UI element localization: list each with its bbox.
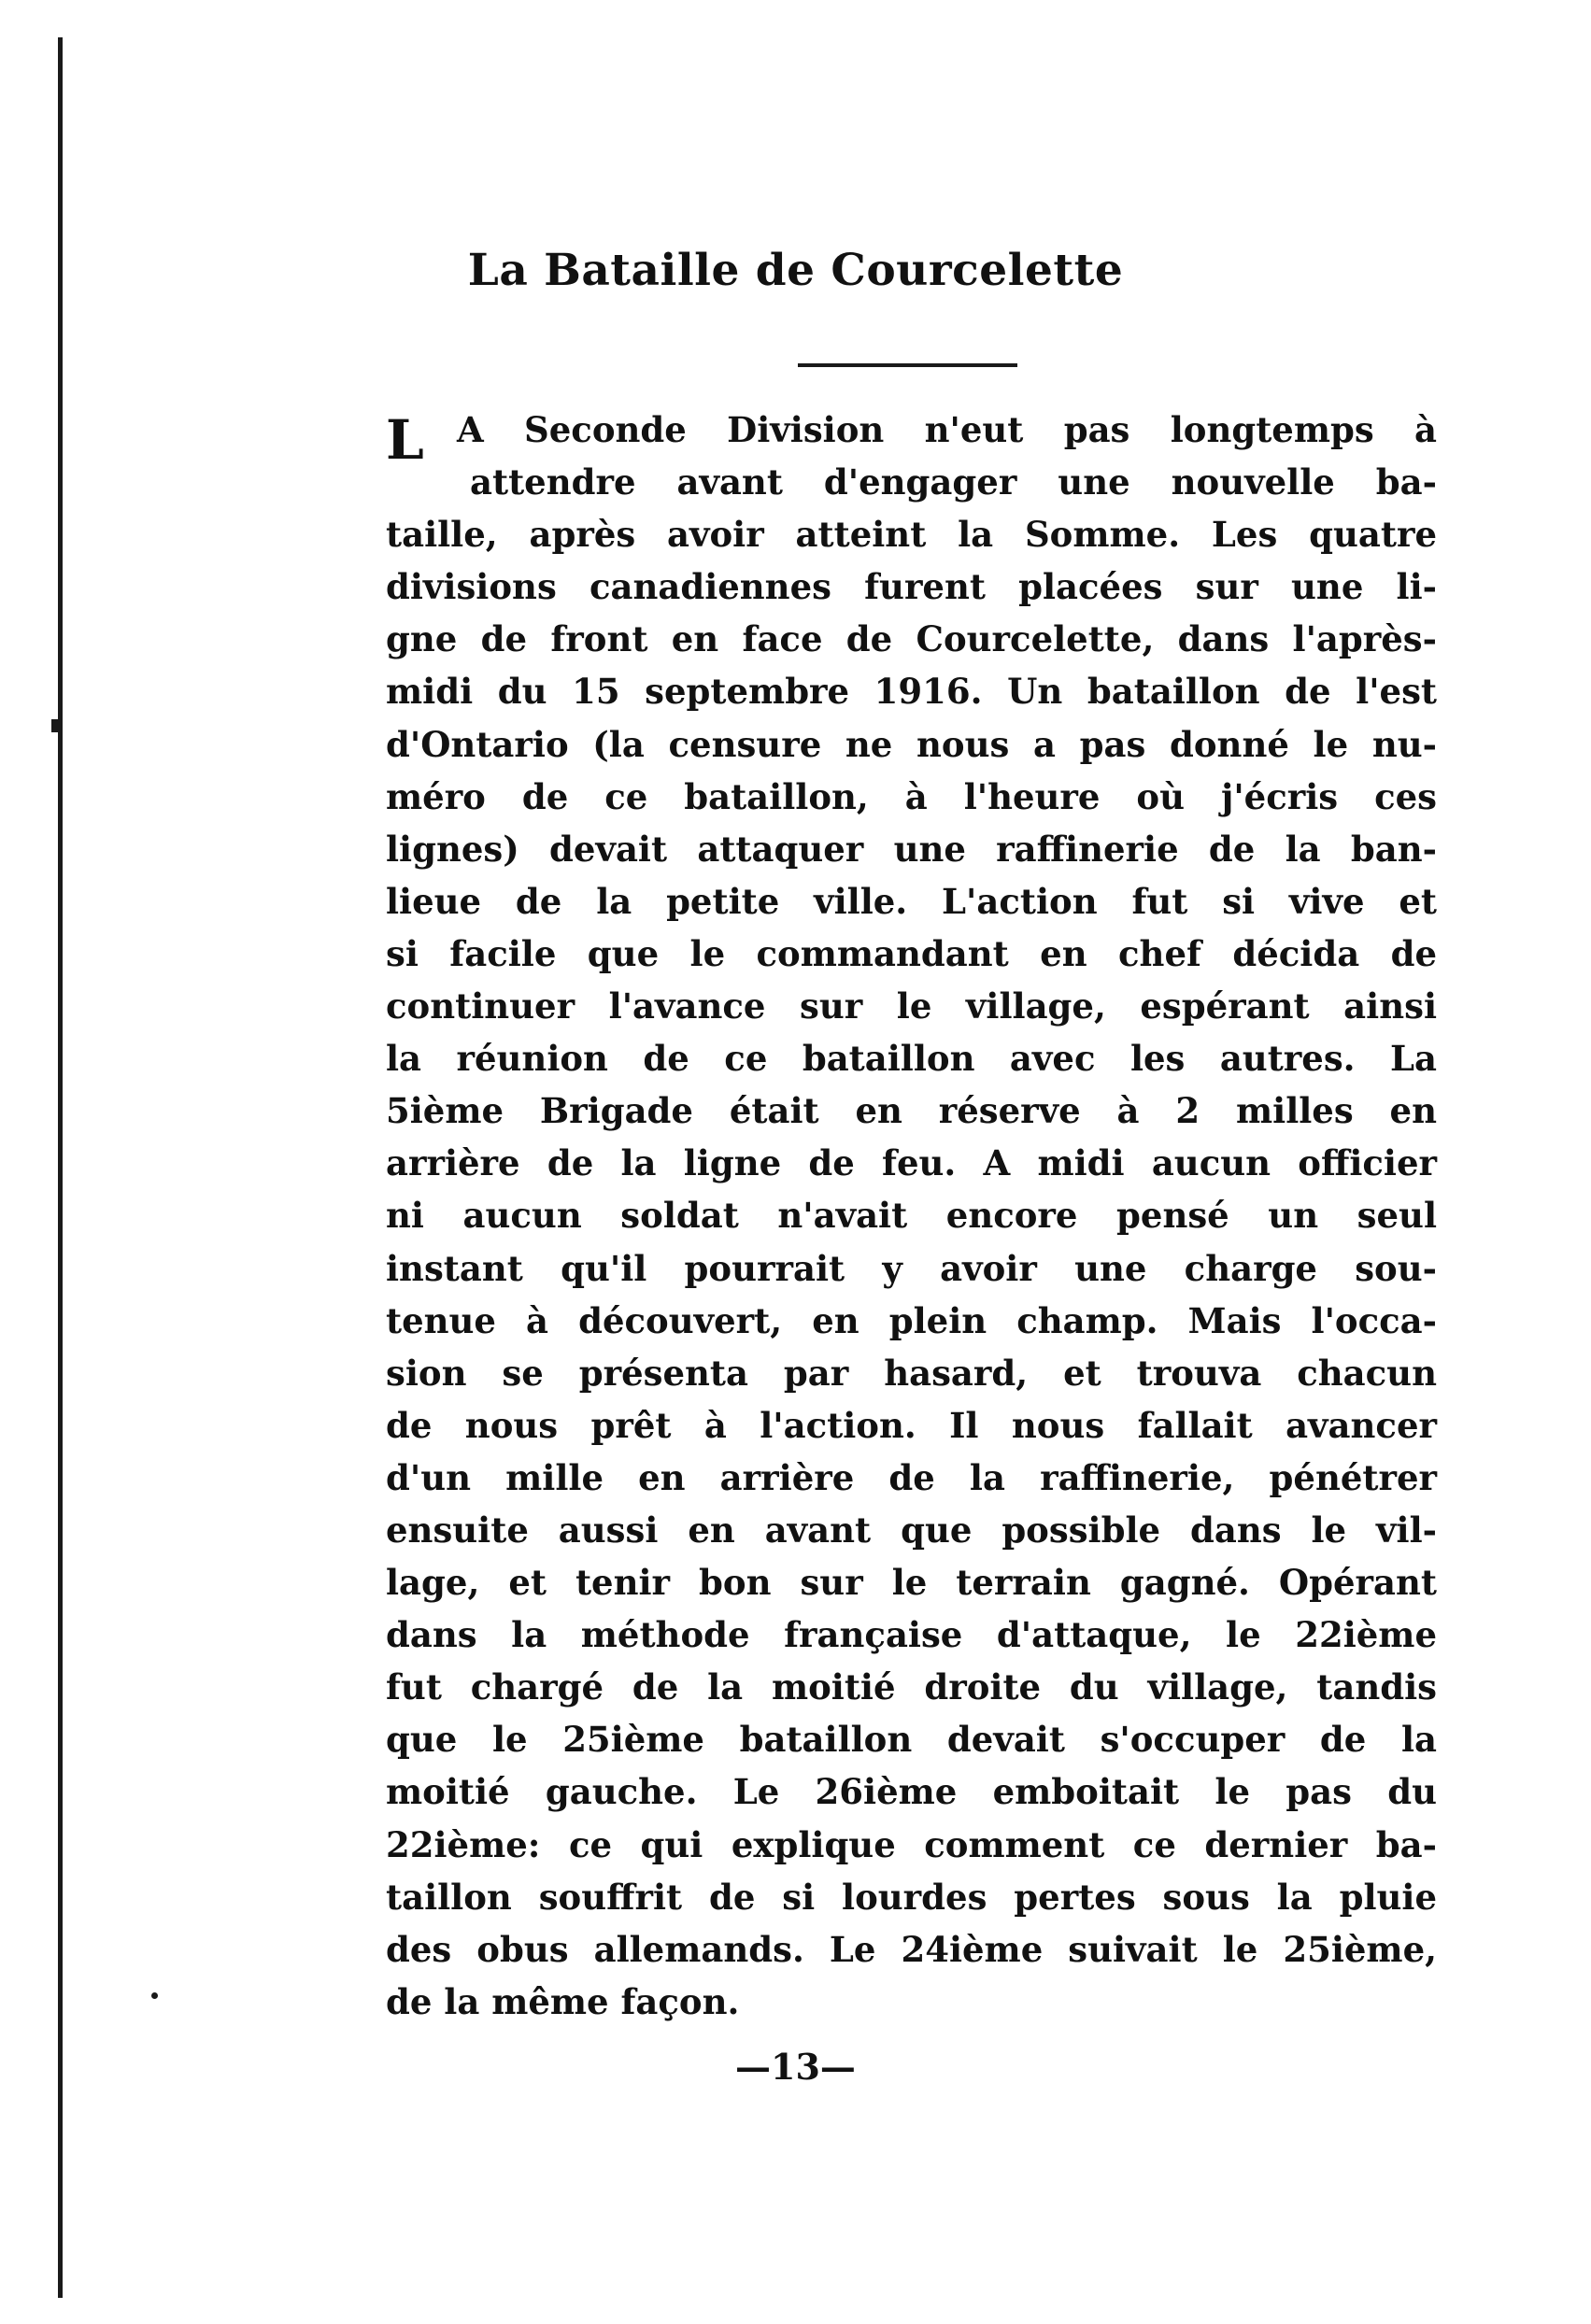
text-line: des obus allemands. Le 24ième suivait le 25ième, <box>386 1928 1437 1970</box>
text-line: fut chargé de la moitié droite du village, tandis <box>386 1666 1437 1708</box>
text-line <box>386 404 1437 472</box>
text-line: la réunion de ce bataillon avec les autres. La <box>386 1038 1437 1080</box>
title-rule <box>798 363 1017 367</box>
text-line: attendre avant d'engager une nouvelle ba- <box>470 461 1437 503</box>
text-line: 22ième: ce qui explique comment ce dernier ba- <box>386 1823 1437 1865</box>
text-line: dans la méthode française d'attaque, le 22ième <box>386 1614 1437 1656</box>
text-line: méro de ce bataillon, à l'heure où j'écris ces <box>386 775 1437 817</box>
margin-mark <box>51 719 61 732</box>
text-line: midi du 15 septembre 1916. Un bataillon de l'est <box>386 671 1437 713</box>
text-line: lieue de la petite ville. L'action fut si vive et <box>386 880 1437 922</box>
text-line: arrière de la ligne de feu. A midi aucun officier <box>386 1142 1437 1184</box>
body-paragraph <box>386 404 1437 2028</box>
text-line: d'Ontario (la censure ne nous a pas donné le nu- <box>386 723 1437 765</box>
text-line: taillon souffrit de si lourdes pertes sous la pluie <box>386 1876 1437 1918</box>
text-line: gne de front en face de Courcelette, dans l'après- <box>386 618 1437 660</box>
text-line: tenue à découvert, en plein champ. Mais l'occa- <box>386 1299 1437 1341</box>
text-line: que le 25ième bataillon devait s'occuper de la <box>386 1719 1437 1761</box>
text-line: d'un mille en arrière de la raffinerie, pénétrer <box>386 1456 1437 1498</box>
text-line: si facile que le commandant en chef décida de <box>386 932 1437 974</box>
binding-margin-line <box>58 37 63 2298</box>
text-line: de nous prêt à l'action. Il nous fallait avancer <box>386 1404 1437 1446</box>
text-line: taille, après avoir atteint la Somme. Les quatre <box>386 514 1437 556</box>
text-line: moitié gauche. Le 26ième emboitait le pas du <box>386 1771 1437 1813</box>
text-line: 5ième Brigade était en réserve à 2 milles en <box>386 1090 1437 1132</box>
text-line: lignes) devait attaquer une raffinerie de la ban- <box>386 828 1437 870</box>
page-number: —13— <box>735 2046 856 2088</box>
text-line: sion se présenta par hasard, et trouva chacun <box>386 1352 1437 1394</box>
text-line: lage, et tenir bon sur le terrain gagné. Opérant <box>386 1562 1437 1604</box>
text-line: de la même façon. <box>386 1980 740 2022</box>
page-title: La Bataille de Courcelette <box>467 245 1124 296</box>
text-line: ensuite aussi en avant que possible dans le vil- <box>386 1509 1437 1551</box>
drop-cap: L <box>386 408 424 472</box>
text-line: continuer l'avance sur le village, espérant ainsi <box>386 985 1437 1027</box>
text-line: divisions canadiennes furent placées sur une li- <box>386 566 1437 608</box>
margin-dot <box>151 1992 158 1999</box>
text-line-content: A Seconde Division n'eut pas longtemps à <box>457 409 1437 450</box>
text-line: ni aucun soldat n'avait encore pensé un seul <box>386 1195 1437 1237</box>
text-line: instant qu'il pourrait y avoir une charge sou- <box>386 1247 1437 1289</box>
